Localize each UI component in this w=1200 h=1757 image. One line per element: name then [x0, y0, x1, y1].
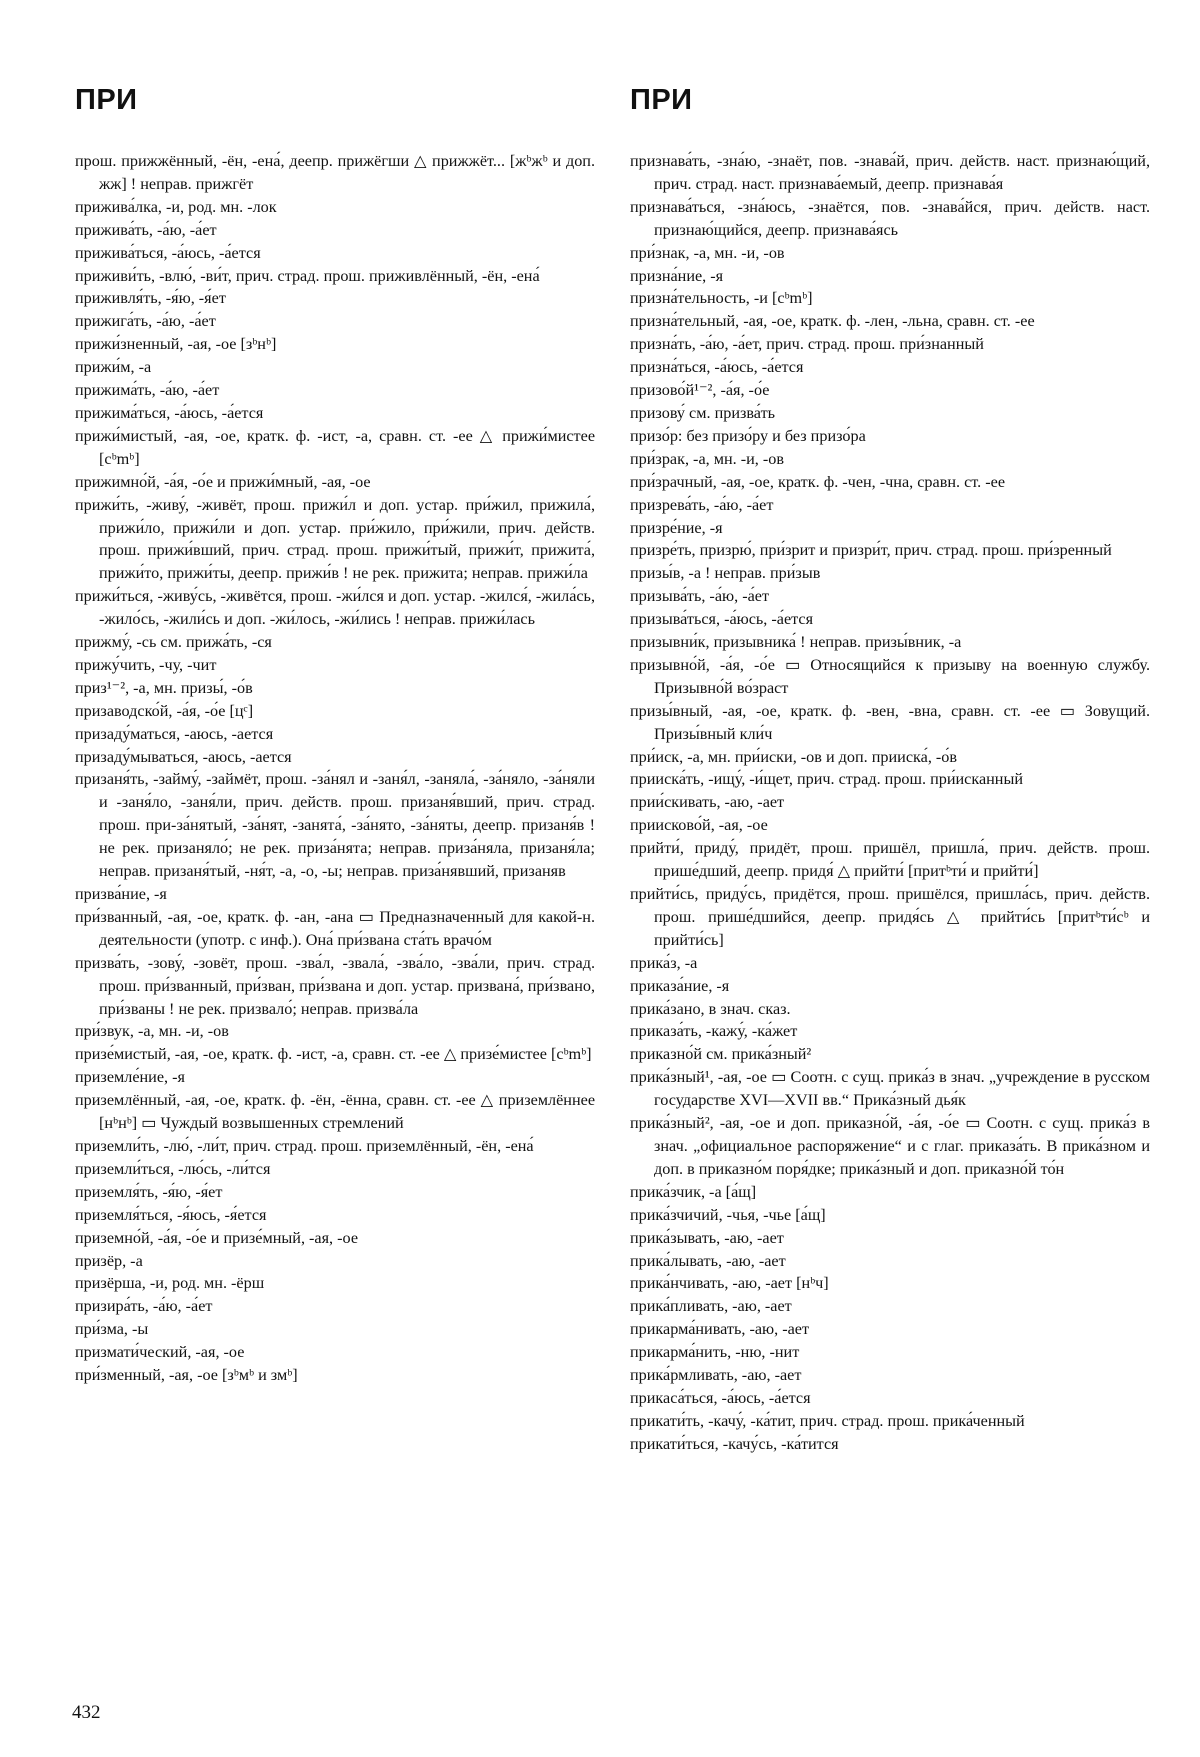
dictionary-entry: прика́пливать, -аю, -ает — [630, 1297, 792, 1316]
dictionary-entry: призёр, -а — [75, 1251, 143, 1270]
dictionary-entry: приказа́ние, -я — [630, 976, 730, 995]
dictionary-entry: приземли́ться, -лю́сь, -ли́тся — [75, 1159, 271, 1178]
dictionary-entry: призы́вный, -ая, -ое, кратк. ф. -вен, -вна, сравн. ст. -ее ▭ Зовущий. Призы́вный кли́ч — [630, 701, 1150, 743]
dictionary-entry: призёрша, -и, род. мн. -ёрш — [75, 1274, 265, 1293]
dictionary-entry: прика́нчивать, -аю, -ает [нᵇч] — [630, 1274, 829, 1293]
dictionary-entry: прижи́м, -а — [75, 358, 152, 377]
dictionary-entry: прийти́сь, приду́сь, придётся, прош. пришёлся, пришла́сь, прич. действ. прош. прише́дшийся, деепр. придя́сь △ прийти́сь [притᵇти́сᵇ и прийти́сь] — [630, 885, 1150, 949]
dictionary-entry: приземле́ние, -я — [75, 1068, 185, 1087]
dictionary-entry: при́знак, -а, мн. -и, -ов — [630, 243, 785, 262]
dictionary-entry: приз¹⁻², -а, мн. призы́, -о́в — [75, 678, 253, 697]
dictionary-entry: призово́й¹⁻², -а́я, -о́е — [630, 381, 770, 400]
running-header-left: ПРИ — [75, 84, 138, 116]
dictionary-entry: призира́ть, -а́ю, -а́ет — [75, 1297, 213, 1316]
dictionary-entry: при́зма, -ы — [75, 1320, 149, 1339]
dictionary-entry: при́зрачный, -ая, -ое, кратк. ф. -чен, -чна, сравн. ст. -ее — [630, 472, 1005, 491]
dictionary-entry: призна́ть, -а́ю, -а́ет, прич. страд. прош. при́знанный — [630, 335, 984, 354]
dictionary-entry: прижи́ться, -живу́сь, -живётся, прош. -жи́лся и доп. устар. -жился́, -жила́сь, -жило́сь, -жили́сь и доп. -жи́лось, -жи́лись ! неправ. прижи́лась — [75, 587, 595, 629]
dictionary-entry: прикарма́нить, -ню, -нит — [630, 1343, 800, 1362]
dictionary-entry: прижима́ть, -а́ю, -а́ет — [75, 381, 220, 400]
dictionary-entry: при́зрак, -а, мн. -и, -ов — [630, 449, 784, 468]
dictionary-entry: приземля́ть, -я́ю, -я́ет — [75, 1182, 223, 1201]
dictionary-entry: прийти́, приду́, придёт, прош. пришёл, пришла́, прич. действ. прош. прише́дший, деепр. придя́ △ прийти́ [притᵇти́ и прийти́] — [630, 839, 1150, 881]
dictionary-entry: прижива́ть, -а́ю, -а́ет — [75, 220, 217, 239]
dictionary-entry: призмати́ческий, -ая, -ое — [75, 1343, 245, 1362]
dictionary-entry: прижива́ться, -а́юсь, -а́ется — [75, 243, 261, 262]
dictionary-entry: прии́скивать, -аю, -ает — [630, 793, 785, 812]
dictionary-entry: прика́з, -а — [630, 953, 698, 972]
dictionary-entry: приживи́ть, -влю́, -ви́т, прич. страд. прош. приживлённый, -ён, -ена́ — [75, 266, 540, 285]
running-header-right: ПРИ — [630, 84, 693, 116]
dictionary-entry: призна́ться, -а́юсь, -а́ется — [630, 358, 804, 377]
dictionary-entry: прижима́ться, -а́юсь, -а́ется — [75, 403, 264, 422]
dictionary-entry: призре́ть, призрю́, при́зрит и призри́т, прич. страд. прош. при́зренный — [630, 541, 1112, 560]
dictionary-entry: прика́зчик, -а [а́щ] — [630, 1182, 757, 1201]
dictionary-entry: приисково́й, -ая, -ое — [630, 816, 768, 835]
dictionary-entry: при́зменный, -ая, -ое [зᵇмᵇ и змᵇ] — [75, 1366, 298, 1385]
dictionary-entry: прикати́ть, -качу́, -ка́тит, прич. страд. прош. прика́ченный — [630, 1411, 1025, 1430]
dictionary-entry: прикати́ться, -качу́сь, -ка́тится — [630, 1434, 839, 1453]
dictionary-entry: призаводско́й, -а́я, -о́е [цᶜ] — [75, 701, 254, 720]
dictionary-entry: призре́ние, -я — [630, 518, 723, 537]
dictionary-entry: призна́тельный, -ая, -ое, кратк. ф. -лен, -льна, сравн. ст. -ее — [630, 312, 1035, 331]
dictionary-entry: призы́в, -а ! неправ. при́зыв — [630, 564, 821, 583]
dictionary-entry: призе́мистый, -ая, -ое, кратк. ф. -ист, -а, сравн. ст. -ее △ призе́мистее [cᵇmᵇ] — [75, 1045, 592, 1064]
dictionary-entry: прижимно́й, -а́я, -о́е и прижи́мный, -ая, -ое — [75, 472, 371, 491]
dictionary-entry: призывно́й, -а́я, -о́е ▭ Относящийся к призыву на военную службу. Призывно́й во́зраст — [630, 655, 1150, 697]
dictionary-entry: прика́зный¹, -ая, -ое ▭ Соотн. с сущ. прика́з в знач. „учреждение в русском государстве XVI—XVII вв.“ Прика́зный дья́к — [630, 1068, 1150, 1110]
dictionary-entry: прика́зано, в знач. сказ. — [630, 999, 791, 1018]
dictionary-entry: призаду́мываться, -аюсь, -ается — [75, 747, 292, 766]
dictionary-entry: прика́лывать, -аю, -ает — [630, 1251, 786, 1270]
dictionary-entry: призо́р: без призо́ру и без призо́ра — [630, 426, 866, 445]
dictionary-entry: призва́ние, -я — [75, 885, 167, 903]
dictionary-entry: при́звук, -а, мн. -и, -ов — [75, 1022, 229, 1041]
dictionary-entry: прижи́зненный, -ая, -ое [зᵇнᵇ] — [75, 335, 277, 354]
dictionary-entry: прижи́мистый, -ая, -ое, кратк. ф. -ист, -а, сравн. ст. -ее △ прижи́мистее [cᵇmᵇ] — [75, 426, 595, 468]
dictionary-entry: приземля́ться, -я́юсь, -я́ется — [75, 1205, 267, 1224]
dictionary-entry: приказа́ть, -кажу́, -ка́жет — [630, 1022, 798, 1041]
dictionary-entry: призрева́ть, -а́ю, -а́ет — [630, 495, 774, 514]
dictionary-entry: прика́зчичий, -чья, -чье [а́щ] — [630, 1205, 826, 1224]
dictionary-entry: призыва́ть, -а́ю, -а́ет — [630, 587, 770, 606]
dictionary-entry: прика́рмливать, -аю, -ает — [630, 1366, 802, 1385]
dictionary-entry: приземно́й, -а́я, -о́е и призе́мный, -ая, -ое — [75, 1228, 359, 1247]
dictionary-entry: призва́ть, -зову́, -зовёт, прош. -зва́л, -звала́, -зва́ло, -зва́ли, прич. страд. прош. при́званный, при́зван, при́звана и доп. устар. призвана́, при́звано, при́званы ! не рек. призвало́; неправ. призва́ла — [75, 953, 595, 1018]
dictionary-entry: приказно́й см. прика́зный² — [630, 1045, 812, 1064]
right-column — [630, 150, 1150, 1456]
dictionary-entry: признава́ть, -зна́ю, -знаёт, пов. -знава́й, прич. действ. наст. признаю́щий, прич. страд. наст. признава́емый, деепр. признава́я — [630, 152, 1150, 193]
dictionary-entry: призыва́ться, -а́юсь, -а́ется — [630, 610, 814, 629]
dictionary-entry: призывни́к, призывника́ ! неправ. призы́вник, -а — [630, 633, 962, 652]
dictionary-entry: признава́ться, -зна́юсь, -знаётся, пов. -знава́йся, прич. действ. наст. признаю́щийся, деепр. признава́ясь — [630, 197, 1150, 239]
dictionary-entry: призна́ние, -я — [630, 266, 724, 285]
dictionary-entry: прикаса́ться, -а́юсь, -а́ется — [630, 1388, 811, 1407]
dictionary-entry: приземлённый, -ая, -ое, кратк. ф. -ён, -ённа, сравн. ст. -ее △ приземлённее [нᵇнᵇ] ▭ Чуждый возвышенных стремлений — [75, 1091, 595, 1133]
dictionary-entry: прика́зывать, -аю, -ает — [630, 1228, 784, 1247]
dictionary-entry: прижу́чить, -чу, -чит — [75, 655, 217, 674]
dictionary-entry: прииска́ть, -ищу́, -и́щет, прич. страд. прош. при́исканный — [630, 770, 1024, 789]
dictionary-entry: прижига́ть, -а́ю, -а́ет — [75, 312, 216, 331]
dictionary-entry: прижи́ть, -живу́, -живёт, прош. прижи́л и доп. устар. при́жил, прижила́, прижи́ло, прижи́ли и доп. устар. при́жило, при́жили, прич. действ. прош. прижи́вший, прич. страд. прош. прижи́тый, прижи́т, прижита́, прижи́то, прижи́ты, деепр. прижи́в ! не рек. прижита; неправ. прижи́ла — [75, 495, 595, 583]
dictionary-entry: призову́ см. призва́ть — [630, 403, 776, 422]
dictionary-entry: приживля́ть, -я́ю, -я́ет — [75, 289, 226, 308]
page-number: 432 — [72, 1702, 101, 1723]
dictionary-entry: прижму́, -сь см. прижа́ть, -ся — [75, 633, 272, 652]
dictionary-entry: прикарма́нивать, -аю, -ает — [630, 1320, 810, 1339]
dictionary-entry: приземли́ть, -лю́, -ли́т, прич. страд. прош. приземлённый, -ён, -ена́ — [75, 1136, 534, 1155]
dictionary-entry: прош. прижжённый, -ён, -ена́, деепр. прижёгши △ прижжёт... [жᵇжᵇ и доп. жж] ! неправ. прижгёт — [75, 152, 595, 193]
dictionary-entry: при́званный, -ая, -ое, кратк. ф. -ан, -ана ▭ Предназначенный для какой-н. деятельности (употр. с инф.). Она́ при́звана ста́ть врачо́м — [75, 907, 595, 949]
dictionary-entry: при́иск, -а, мн. при́иски, -ов и доп. прииска́, -о́в — [630, 747, 958, 766]
dictionary-entry: призаня́ть, -займу́, -займёт, прош. -за́нял и -заня́л, -заняла́, -за́няло, -за́няли и -заня́ло, -заня́ли, прич. действ. прош. призаня́вший, прич. страд. прош. при-за́нятый, -за́нят, -занята́, -за́нято, -за́няты, деепр. призаня́в ! не рек. призаняло́; не рек. приза́нята; неправ. приза́няла, призаня́ла; неправ. призаня́тый, -ня́т, -а, -о, -ы; неправ. приза́нявший, призаняв — [75, 770, 595, 881]
dictionary-entry: прика́зный², -ая, -ое и доп. приказно́й, -а́я, -о́е ▭ Соотн. с сущ. прика́з в знач. „официальное распоряжение“ и с глаг. приказа́ть. В прика́зном и доп. в приказно́м поря́дке; прика́зный и доп. приказно́й то́н — [630, 1114, 1150, 1178]
left-column — [75, 150, 595, 1387]
dictionary-entry: прижива́лка, -и, род. мн. -лок — [75, 197, 277, 216]
dictionary-entry: призна́тельность, -и [cᵇmᵇ] — [630, 289, 813, 308]
dictionary-entry: призаду́маться, -аюсь, -ается — [75, 724, 274, 743]
